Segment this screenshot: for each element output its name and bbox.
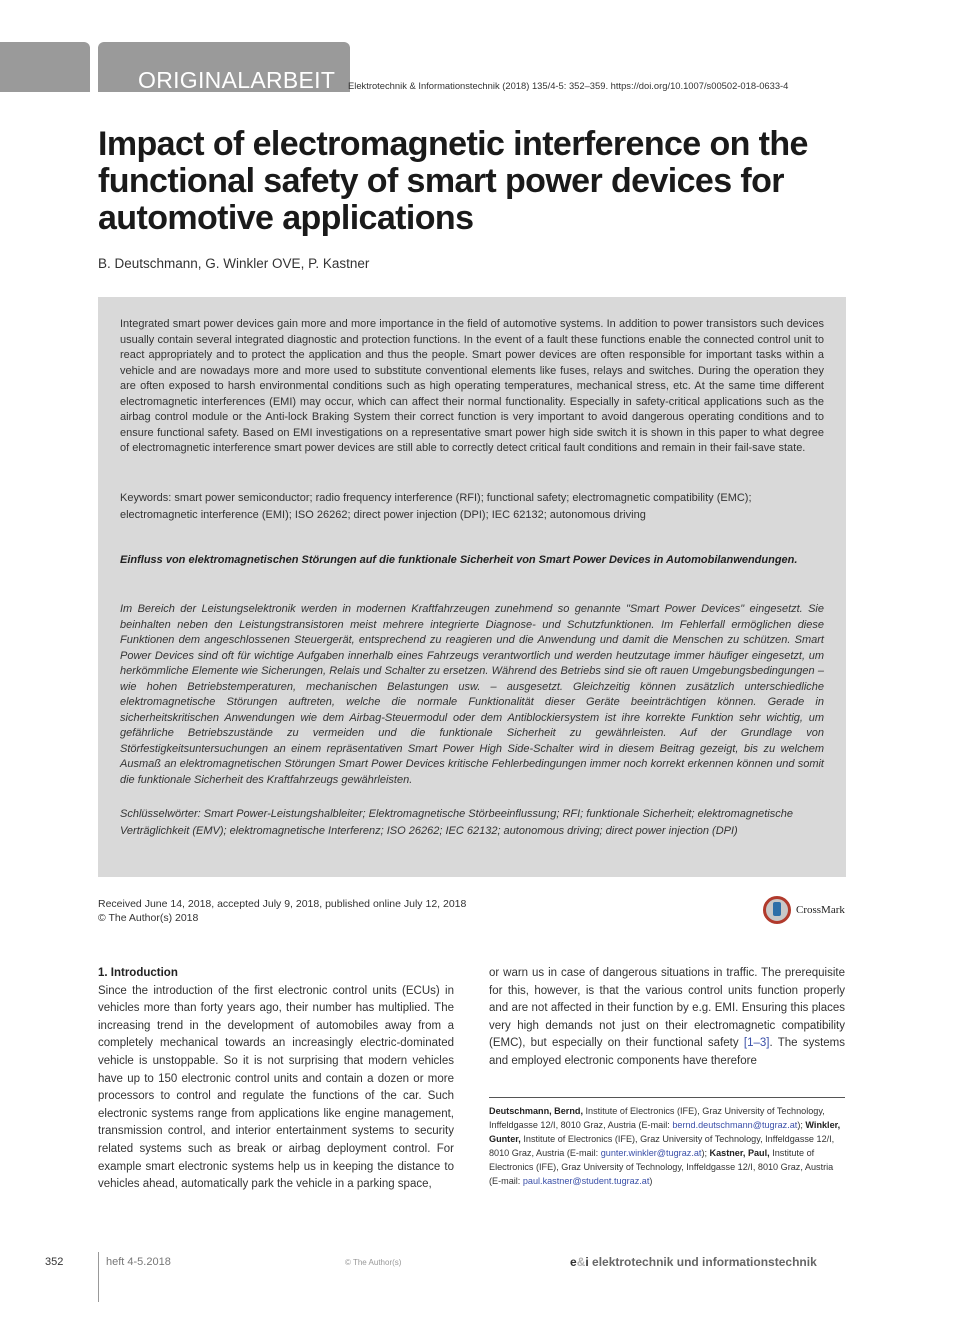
crossmark-label: CrossMark <box>796 904 845 916</box>
issue-label: heft 4-5.2018 <box>106 1256 171 1268</box>
article-authors: B. Deutschmann, G. Winkler OVE, P. Kastner <box>98 256 370 271</box>
email-link-3[interactable]: paul.kastner@student.tugraz.at <box>522 1176 650 1186</box>
page-number: 352 <box>45 1256 64 1268</box>
affiliation-end-2: ); <box>701 1148 707 1158</box>
affiliation-text-2: Institute of Electronics (IFE), Graz University of Technology, Inffeldgasse 12/I, 8010 Graz, Austria (E-mail: <box>489 1134 835 1158</box>
crossmark-icon <box>763 896 791 924</box>
affiliation-end-1: ); <box>797 1120 803 1130</box>
brand-ampersand: & <box>576 1255 586 1269</box>
brand-name: elektrotechnik und informationstechnik <box>588 1255 817 1269</box>
article-history <box>98 897 466 925</box>
german-title: Einfluss von elektromagnetischen Störungen auf die funktionale Sicherheit von Smart Power Devices in Automobilanwendungen. <box>120 554 798 566</box>
section-tab-label: ORIGINALARBEIT <box>138 67 336 93</box>
affiliation-name-3: Kastner, Paul, <box>707 1148 770 1158</box>
citation-link[interactable]: [1–3] <box>743 1037 770 1050</box>
affiliation-text-3: Institute of Electronics (IFE), Graz University of Technology, Inffeldgasse 12/I, 8010 Graz, Austria (E-mail: <box>489 1148 834 1186</box>
affiliation-name-1: Deutschmann, Bernd, <box>489 1106 583 1116</box>
section-heading-introduction: 1. Introduction <box>98 967 178 979</box>
intro-right-text-b: . The systems and employed electronic components have therefore <box>489 1037 845 1067</box>
footer-author-note: © The Author(s) <box>345 1258 402 1267</box>
journal-reference: Elektrotechnik & Informationstechnik (2018) 135/4-5: 352–359. https://doi.org/10.1007/s00502-018-0633-4 <box>348 80 789 91</box>
abstract-english: Integrated smart power devices gain more and more importance in the field of automotive systems. In addition to power transistors such devices usually contain several integrated diagnostic and protection functions. In the event of a fault these functions enable the connected control unit to react appropriately and to protect the application and thus the people. Smart power devices are often responsible for important tasks within a vehicle and are nowadays more and more used to substitute conventional elements like fuses, relays and switches. During the operation they are often exposed to harsh environmental conditions such as high operating temperatures, mechanical stress, etc. At the same time different electromagnetic interferences (EMI) may occur, which can affect their normal functionality. Especially in safety-critical applications such as the airbag control module or the Anti-lock Braking System their correct function is very important to avoid dangerous operating conditions and to ensure functional safety. Based on EMI investigations on a representative smart power high side switch it is shown in this paper to what degree of electromagnetic interference smart power devices are still able to correctly detect critical fault conditions and remain in their fail-save state. <box>120 318 824 454</box>
received-dates: Received June 14, 2018, accepted July 9, 2018, published online July 12, 2018 <box>98 898 467 910</box>
keywords-english: Keywords: smart power semiconductor; radio frequency interference (RFI); functional safety; electromagnetic compatibility (EMC); electromagnetic interference (EMI); ISO 26262; direct power injection (DPI); IEC 62132; autonomous driving <box>120 492 752 521</box>
affiliation-text-1: Institute of Electronics (IFE), Graz University of Technology, Inffeldgasse 12/I, 8010 Graz, Austria (E-mail: <box>489 1106 825 1130</box>
affiliation-divider <box>489 1097 845 1098</box>
intro-right-column <box>489 965 845 1071</box>
article-title: Impact of electromagnetic interference on the functional safety of smart power devices for automotive applications <box>98 125 808 237</box>
intro-left-column <box>98 965 454 1194</box>
affiliation-name-2: Winkler, Gunter, <box>489 1120 841 1144</box>
journal-brand <box>570 1255 817 1269</box>
intro-paragraph-right <box>489 965 845 1071</box>
intro-paragraph-left: Since the introduction of the first electronic control units (ECUs) in vehicles more than forty years ago, their number has multiplied. The increasing trend in the development of automobiles away from a completely mechanical towards an increasingly electric-dominated vehicle is unstoppable. So it is not surprising that modern vehicles have up to 150 electronic control units and contain a dozen or more processors to control and regulate the functions of the car. Such electronic systems range from applications like engine management, transmission control, and interior entertainment systems to security related systems such as break or airbag deployment control. For example smart electronic systems help us in keeping the distance to vehicles ahead, automatically park the vehicle in a parking space, <box>98 984 454 1191</box>
section-tab-left <box>0 42 90 92</box>
abstract-german: Im Bereich der Leistungselektronik werden in modernen Kraftfahrzeugen zunehmend so genannte "Smart Power Devices" eingesetzt. Sie beinhalten neben den Leistungstransistoren meist mehrere integrierte Diagnose- und Schutzfunktionen. Im Fehlerfall ermöglichen diese Funktionen dem angeschlossenen Steuergerät, entsprechend zu reagieren und die Anwendung und damit die Menschen zu schützen. Smart Power Devices sind oft für wichtige Aufgaben innerhalb eines Fahrzeugs verantwortlich und werden heutzutage immer häufiger eingesetzt, um herkömmliche Elemente wie Sicherungen, Relais und Schalter zu ersetzen. Während des Betriebs sind sie oft rauen Umgebungsbedingungen – wie hohen Betriebstemperaturen, mechanischen Belastungen usw. – ausgesetzt. Gleichzeitig können zusätzlich unterschiedliche elektromagnetische Störungen auftreten, welche die normale Funktionalität dieser Geräte beeinträchtigen können. Gerade in sicherheitskritischen Anwendungen wie dem Airbag-Steuermodul oder dem Antiblockiersystem ist ihre korrekte Funktion sehr wichtig, um gefährliche Betriebszustände zu vermeiden und die funktionale Sicherheit zu gewährleisten. Auf der Grundlage von Störfestigkeitsuntersuchungen an einem repräsentativen Smart Power High Side-Schalter wird in diesem Beitrag gezeigt, bis zu welchem Ausmaß an elektromagnetischen Störungen Smart Power Devices kritische Fehlerbedingungen immer noch korrekt erkennen können und somit die funktionale Sicherheit des Kraftfahrzeugs gewährleisten. <box>120 603 824 786</box>
copyright-line: © The Author(s) 2018 <box>98 912 199 924</box>
intro-right-text-a: or warn us in case of dangerous situations in traffic. The prerequisite for this, however, is that the various control units function properly and are not affected in their function by e.g. EMI. Ensuring this places very high demands not just on their electromagnetic compatibility (EMC), but especially on their functional safety <box>489 967 845 1050</box>
footer-divider <box>98 1252 99 1302</box>
email-link-2[interactable]: gunter.winkler@tugraz.at <box>600 1148 702 1158</box>
crossmark-badge[interactable] <box>763 896 853 926</box>
affiliation-end-3: ) <box>649 1176 653 1186</box>
brand-i: i <box>585 1255 589 1269</box>
keywords-german: Schlüsselwörter: Smart Power-Leistungshalbleiter; Elektromagnetische Störbeeinflussung; RFI; funktionale Sicherheit; elektromagnetische Verträglichkeit (EMV); elektromagnetische Interferenz; ISO 26262; IEC 62132; autonomous driving; direct power injection (DPI) <box>120 808 793 837</box>
author-affiliations <box>489 1104 845 1188</box>
brand-e: e <box>570 1255 577 1269</box>
email-link-1[interactable]: bernd.deutschmann@tugraz.at <box>672 1120 798 1130</box>
